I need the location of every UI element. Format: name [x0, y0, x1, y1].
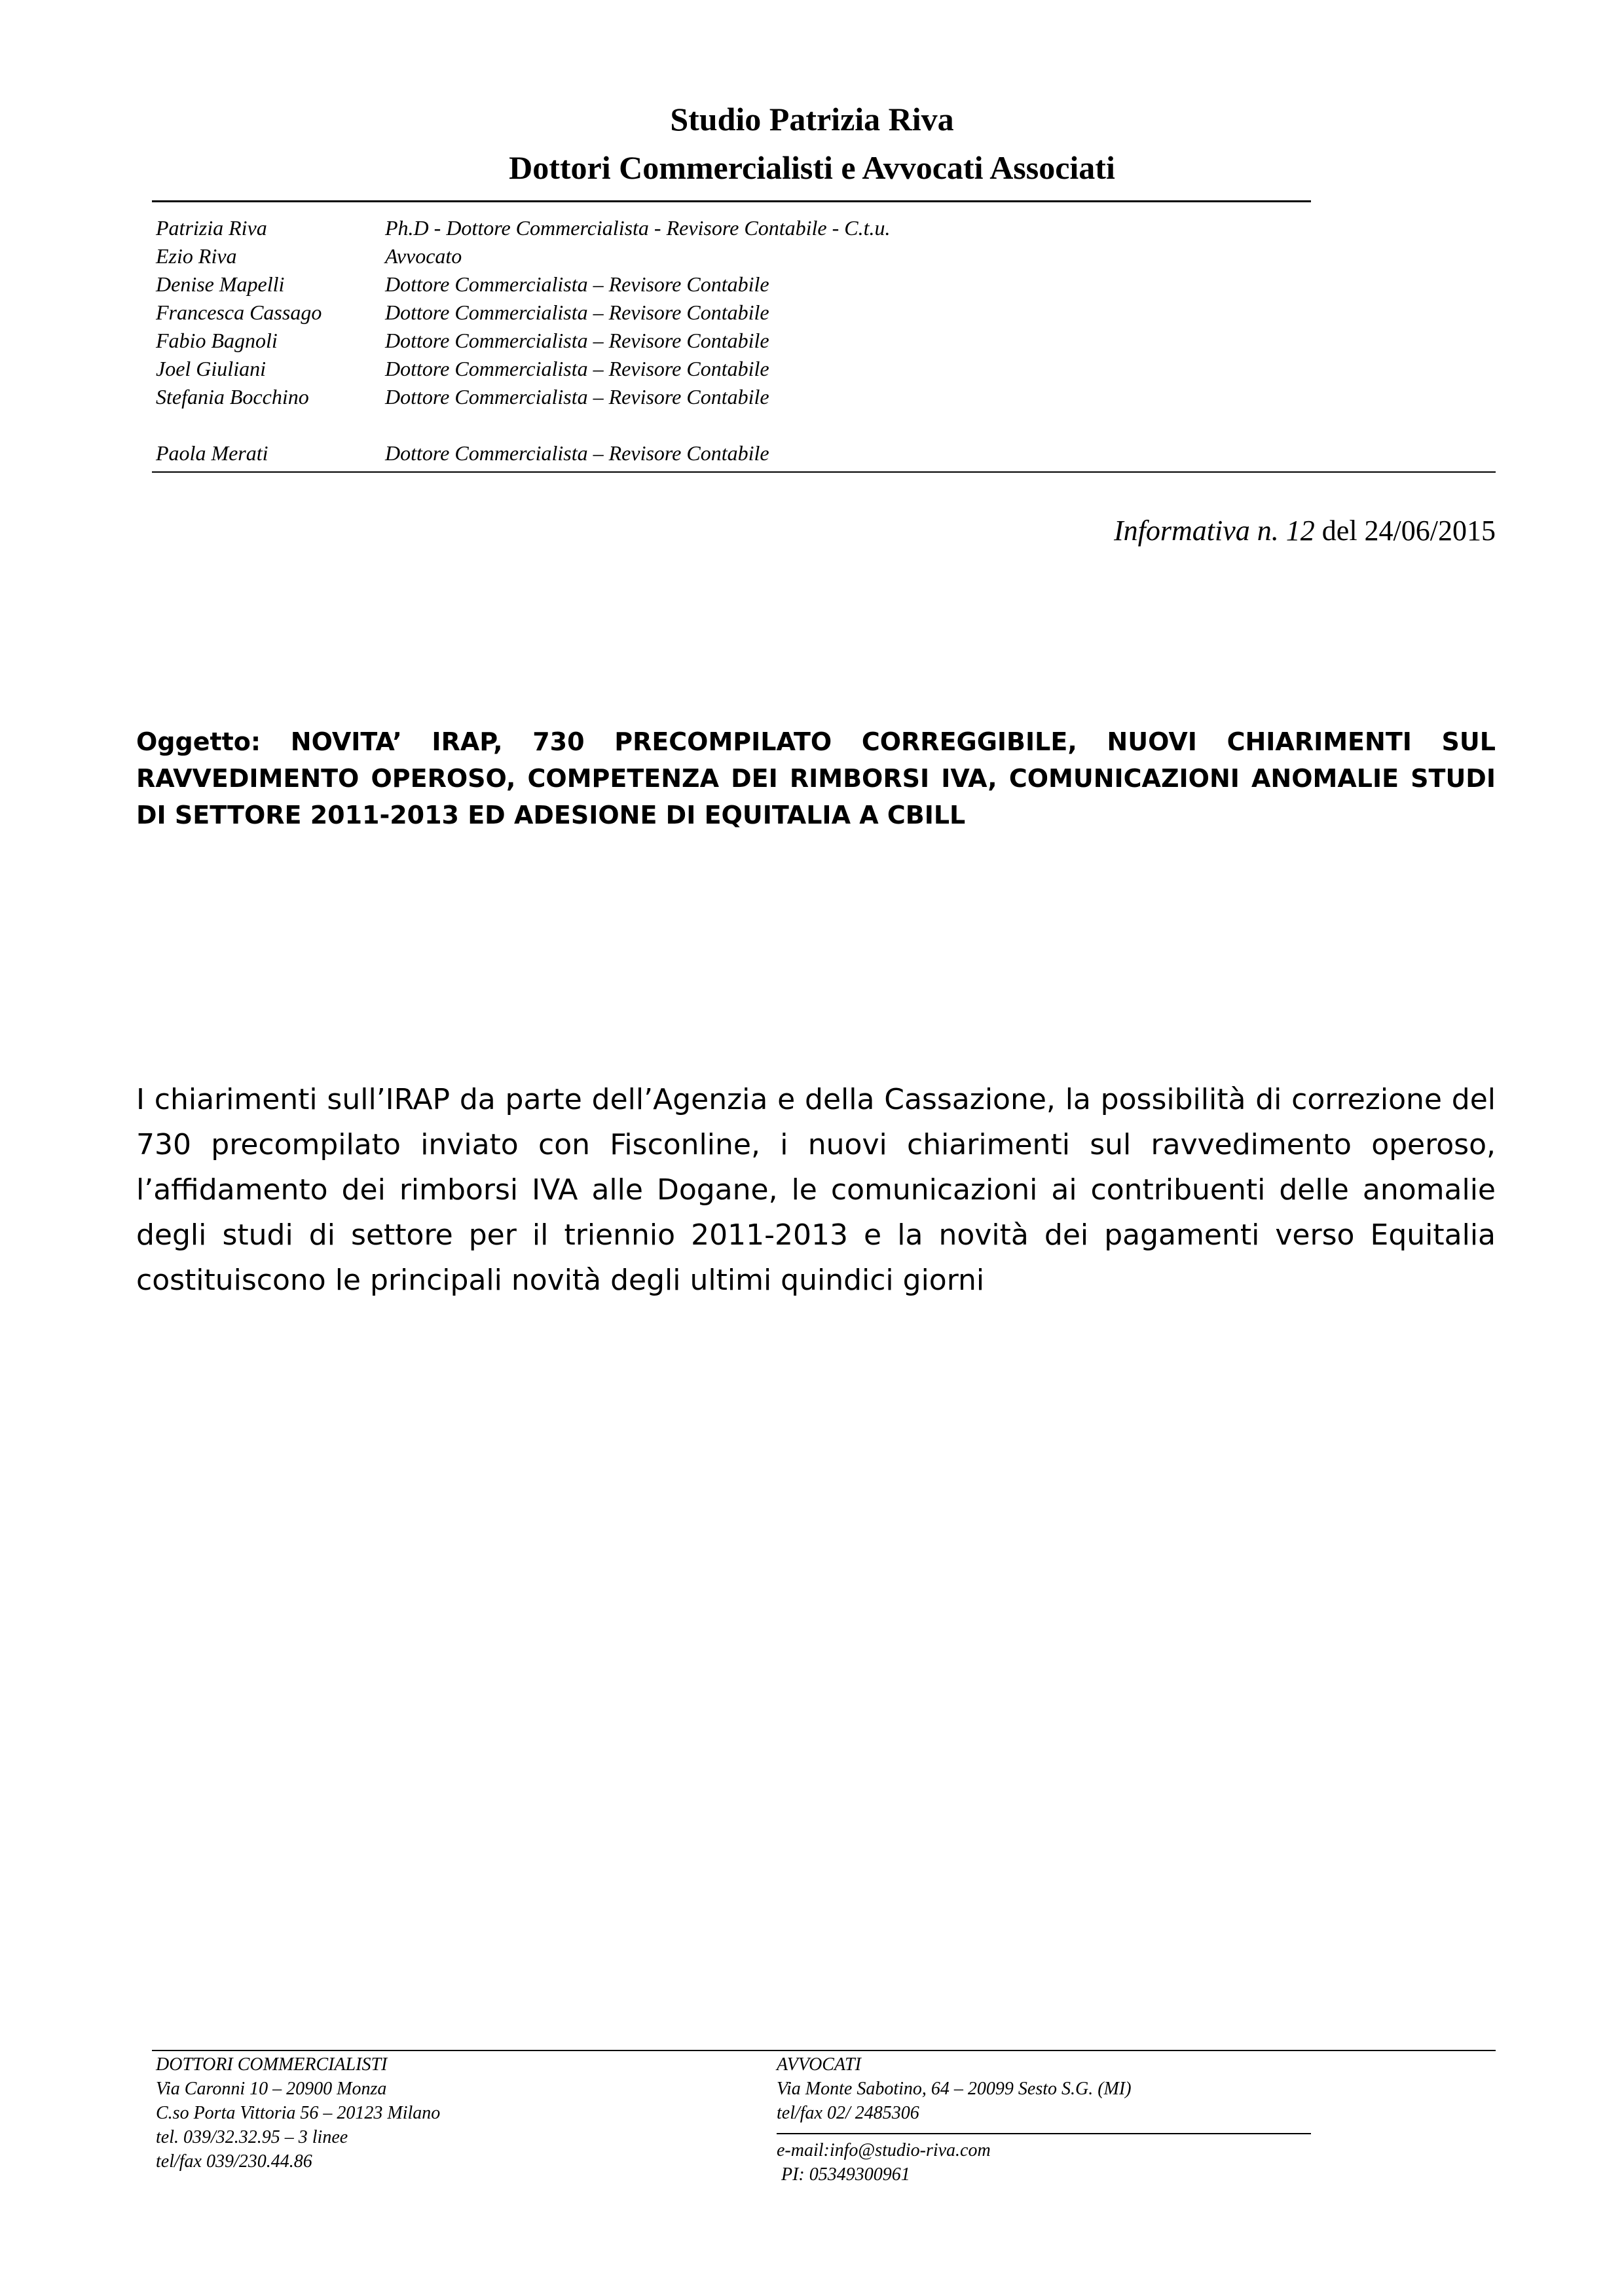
header-divider: [152, 200, 1311, 202]
person-name: Denise Mapelli: [156, 272, 285, 296]
person-name: Stefania Bocchino: [156, 385, 309, 409]
informativa-number: Informativa n. 12: [1114, 515, 1315, 547]
person-name: Joel Giuliani: [156, 357, 266, 380]
person-role: Dottore Commercialista – Revisore Contabile: [385, 329, 769, 352]
footer-left-address-milano: C.so Porta Vittoria 56 – 20123 Milano: [156, 2103, 441, 2123]
informativa-date: del 24/06/2015: [1321, 515, 1496, 547]
subject-heading: Oggetto: NOVITA’ IRAP, 730 PRECOMPILATO CORREGGIBILE, NUOVI CHIARIMENTI SUL RAVVEDIMENTO OPEROSO, COMPETENZA DEI RIMBORSI IVA, COMUNICAZIONI ANOMALIE STUDI DI SETTORE 2011-2013 ED ADESIONE DI EQUITALIA A CBILL: [136, 727, 1496, 829]
body-paragraph: I chiarimenti sull’IRAP da parte dell’Agenzia e della Cassazione, la possibilità di correzione del 730 precompilato inviato con Fisconline, i nuovi chiarimenti sul ravvedimento operoso, l’affidamento dei rimborsi IVA alle Dogane, le comunicazioni ai contribuenti delle anomalie degli studi di settore per il triennio 2011-2013 e la novità dei pagamenti verso Equitalia costituiscono le principali novità degli ultimi quindici giorni: [136, 1083, 1496, 1297]
footer-left-fax: tel/fax 039/230.44.86: [156, 2151, 312, 2172]
person-name: Ezio Riva: [156, 244, 237, 268]
informativa-reference: [1114, 514, 1496, 547]
person-role: Dottore Commercialista – Revisore Contabile: [385, 272, 769, 296]
person-role: Ph.D - Dottore Commercialista - Revisore Contabile - C.t.u.: [385, 216, 891, 240]
footer-divider: [152, 2050, 1496, 2051]
person-name: Fabio Bagnoli: [156, 329, 278, 352]
person-role: Dottore Commercialista – Revisore Contabile: [385, 301, 769, 324]
footer-avvocati: [777, 2052, 1311, 2187]
footer-email[interactable]: e-mail:info@studio-riva.com: [777, 2140, 991, 2160]
footer-vat-number: PI: 05349300961: [777, 2164, 910, 2185]
footer-left-heading: DOTTORI COMMERCIALISTI: [156, 2054, 388, 2075]
footer-right-divider: [777, 2133, 1311, 2134]
footer-right-heading: AVVOCATI: [777, 2054, 861, 2075]
footer-left-address-monza: Via Caronni 10 – 20900 Monza: [156, 2079, 387, 2099]
person-role: Dottore Commercialista – Revisore Contabile: [385, 441, 769, 465]
firm-subtitle: Dottori Commercialisti e Avvocati Associati: [509, 149, 1115, 186]
person-role: Avvocato: [385, 244, 462, 268]
footer-commercialisti: [156, 2052, 440, 2174]
footer-left-phone: tel. 039/32.32.95 – 3 linee: [156, 2127, 348, 2147]
footer-right-address: Via Monte Sabotino, 64 – 20099 Sesto S.G. (MI): [777, 2079, 1132, 2099]
person-role: Dottore Commercialista – Revisore Contabile: [385, 385, 769, 409]
firm-name: Studio Patrizia Riva: [670, 101, 954, 137]
person-name: Francesca Cassago: [156, 301, 322, 324]
person-name: Paola Merati: [156, 441, 268, 465]
footer-right-fax: tel/fax 02/ 2485306: [777, 2103, 919, 2123]
letterhead: [0, 95, 1624, 192]
person-role: Dottore Commercialista – Revisore Contabile: [385, 357, 769, 380]
person-name: Patrizia Riva: [156, 216, 267, 240]
people-divider: [152, 471, 1496, 473]
